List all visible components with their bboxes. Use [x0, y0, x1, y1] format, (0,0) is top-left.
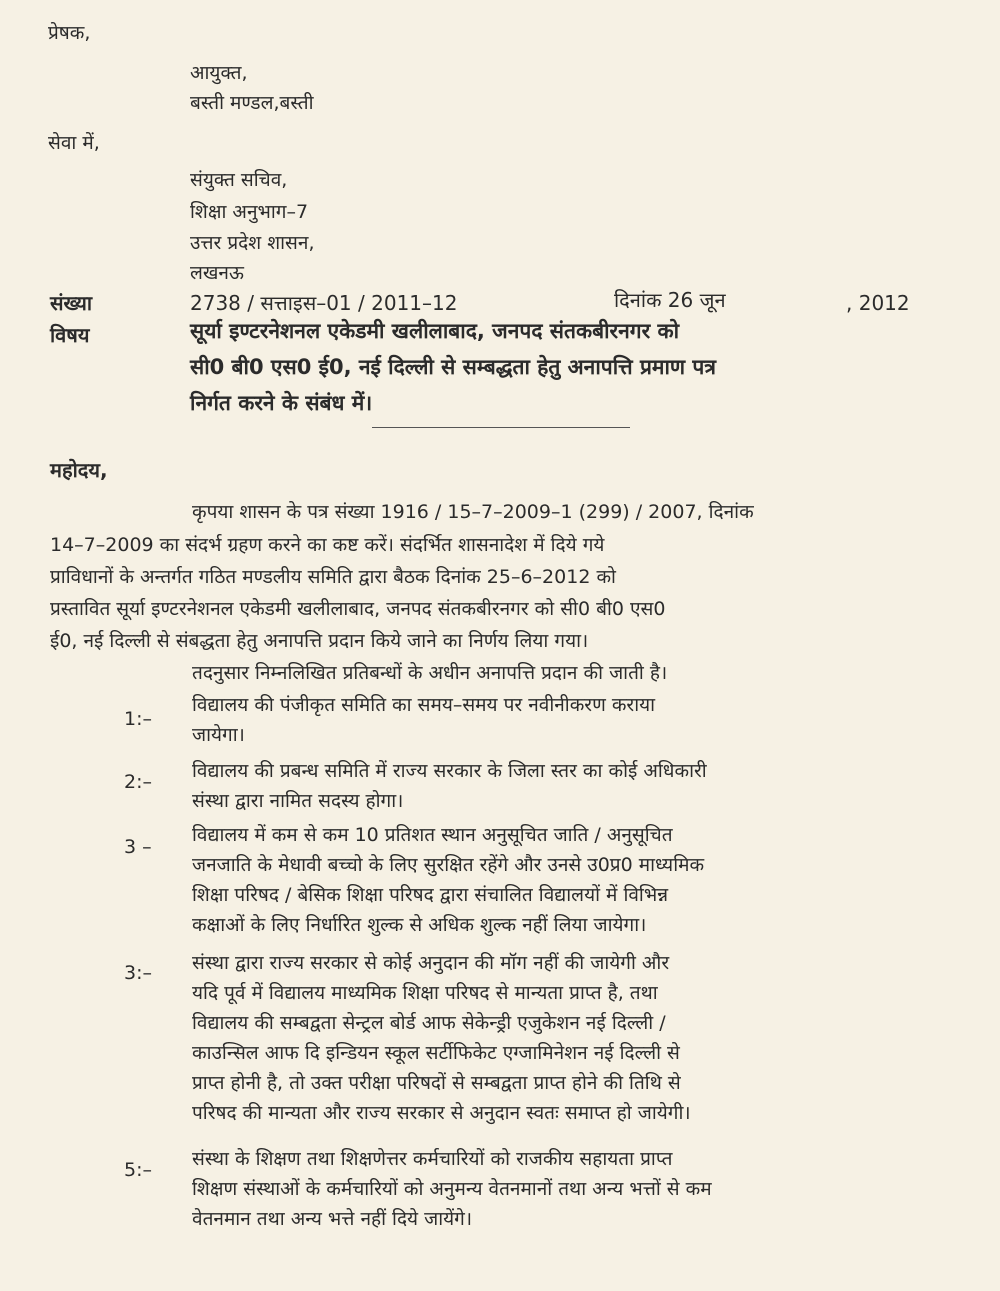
- to-label: सेवा में,: [48, 132, 100, 154]
- sender-label: प्रेषक,: [48, 22, 91, 44]
- subject-divider: [372, 427, 630, 428]
- sender-line-2: बस्ती मण्डल,बस्ती: [190, 92, 314, 114]
- subject-line-2: सी0 बी0 एस0 ई0, नई दिल्ली से सम्बद्धता हेतु अनापत्ति प्रमाण पत्र: [190, 355, 716, 379]
- condition-5-line-3: वेतनमान तथा अन्य भत्ते नहीं दिये जायेंगे।: [192, 1208, 473, 1230]
- condition-2-number: 2:–: [124, 771, 152, 793]
- condition-3b-line-3: विद्यालय की सम्बद्वता सेन्ट्रल बोर्ड आफ सेकेन्ड्री एजुकेशन नई दिल्ली /: [192, 1012, 666, 1034]
- recipient-line-2: शिक्षा अनुभाग–7: [190, 201, 309, 223]
- subject-label: विषय: [50, 323, 90, 347]
- condition-2-line-2: संस्था द्वारा नामित सदस्य होगा।: [192, 790, 404, 812]
- condition-3b-line-4: काउन्सिल आफ दि इन्डियन स्कूल सर्टीफिकेट एग्जामिनेशन नई दिल्ली से: [192, 1042, 680, 1064]
- paragraph1-line-4: प्रस्तावित सूर्या इण्टरनेशनल एकेडमी खलीलाबाद, जनपद संतकबीरनगर को सी0 बी0 एस0: [50, 598, 666, 620]
- paragraph1-line-1: कृपया शासन के पत्र संख्या 1916 / 15–7–2009–1 (299) / 2007, दिनांक: [192, 501, 754, 523]
- condition-5-line-1: संस्था के शिक्षण तथा शिक्षणेत्तर कर्मचारियों को राजकीय सहायता प्राप्त: [192, 1148, 673, 1170]
- condition-1-line-1: विद्यालय की पंजीकृत समिति का समय–समय पर नवीनीकरण कराया: [192, 694, 656, 716]
- salutation: महोदय,: [50, 458, 108, 482]
- recipient-line-3: उत्तर प्रदेश शासन,: [190, 232, 315, 254]
- condition-3a-line-3: शिक्षा परिषद / बेसिक शिक्षा परिषद द्वारा संचालित विद्यालयों में विभिन्न: [192, 884, 669, 906]
- condition-3b-line-6: परिषद की मान्यता और राज्य सरकार से अनुदान स्वतः समाप्त हो जायेगी।: [192, 1102, 691, 1124]
- reference-number-value: 2738 / सत्ताइस–01 / 2011–12: [190, 291, 458, 315]
- reference-number-label: संख्या: [50, 291, 92, 315]
- recipient-line-4: लखनऊ: [190, 262, 244, 284]
- condition-5: [192, 1144, 958, 1234]
- subject-line-1: सूर्या इण्टरनेशनल एकेडमी खलीलाबाद, जनपद संतकबीरनगर को: [190, 319, 680, 343]
- condition-1-number: 1:–: [124, 708, 152, 730]
- paragraph1-line-5: ई0, नई दिल्ली से संबद्धता हेतु अनापत्ति प्रदान किये जाने का निर्णय लिया गया।: [50, 630, 589, 652]
- condition-5-number: 5:–: [124, 1159, 152, 1181]
- condition-3a-line-2: जनजाति के मेधावी बच्चो के लिए सुरक्षित रहेंगे और उनसे उ0प्र0 माध्यमिक: [192, 854, 705, 876]
- condition-3b-line-5: प्राप्त होनी है, तो उक्त परीक्षा परिषदों से सम्बद्वता प्राप्त होने की तिथि से: [192, 1072, 681, 1094]
- recipient-line-1: संयुक्त सचिव,: [190, 169, 288, 191]
- condition-1: [192, 690, 958, 750]
- sender-line-1: आयुक्त,: [190, 62, 248, 84]
- condition-3a-line-4: कक्षाओं के लिए निर्धारित शुल्क से अधिक शुल्क नहीं लिया जायेगा।: [192, 914, 647, 936]
- reference-date: दिनांक 26 जून: [614, 288, 726, 312]
- paragraph1-line-3: प्राविधानों के अन्तर्गत गठित मण्डलीय समिति द्वारा बैठक दिनांक 25–6–2012 को: [50, 566, 616, 588]
- condition-5-line-2: शिक्षण संस्थाओं के कर्मचारियों को अनुमन्य वेतनमानों तथा अन्य भत्तों से कम: [192, 1178, 712, 1200]
- condition-3b-line-2: यदि पूर्व में विद्यालय माध्यमिक शिक्षा परिषद से मान्यता प्राप्त है, तथा: [192, 982, 658, 1004]
- condition-3b: [192, 948, 958, 1128]
- subject-line-3: निर्गत करने के संबंध में।: [190, 391, 373, 415]
- reference-year: , 2012: [846, 291, 910, 315]
- condition-3a-line-1: विद्यालय में कम से कम 10 प्रतिशत स्थान अनुसूचित जाति / अनुसूचित: [192, 824, 673, 846]
- condition-3a-number: 3 –: [124, 836, 152, 858]
- paragraph1-line-2: 14–7–2009 का संदर्भ ग्रहण करने का कष्ट करें। संदर्भित शासनादेश में दिये गये: [50, 534, 605, 556]
- condition-1-line-2: जायेगा।: [192, 724, 245, 746]
- condition-3b-number: 3:–: [124, 962, 152, 984]
- condition-3a: [192, 820, 958, 940]
- condition-2: [192, 756, 958, 816]
- paragraph2: तदनुसार निम्नलिखित प्रतिबन्धों के अधीन अनापत्ति प्रदान की जाती है।: [192, 662, 668, 684]
- condition-3b-line-1: संस्था द्वारा राज्य सरकार से कोई अनुदान की मॉग नहीं की जायेगी और: [192, 952, 670, 974]
- condition-2-line-1: विद्यालय की प्रबन्ध समिति में राज्य सरकार के जिला स्तर का कोई अधिकारी: [192, 760, 707, 782]
